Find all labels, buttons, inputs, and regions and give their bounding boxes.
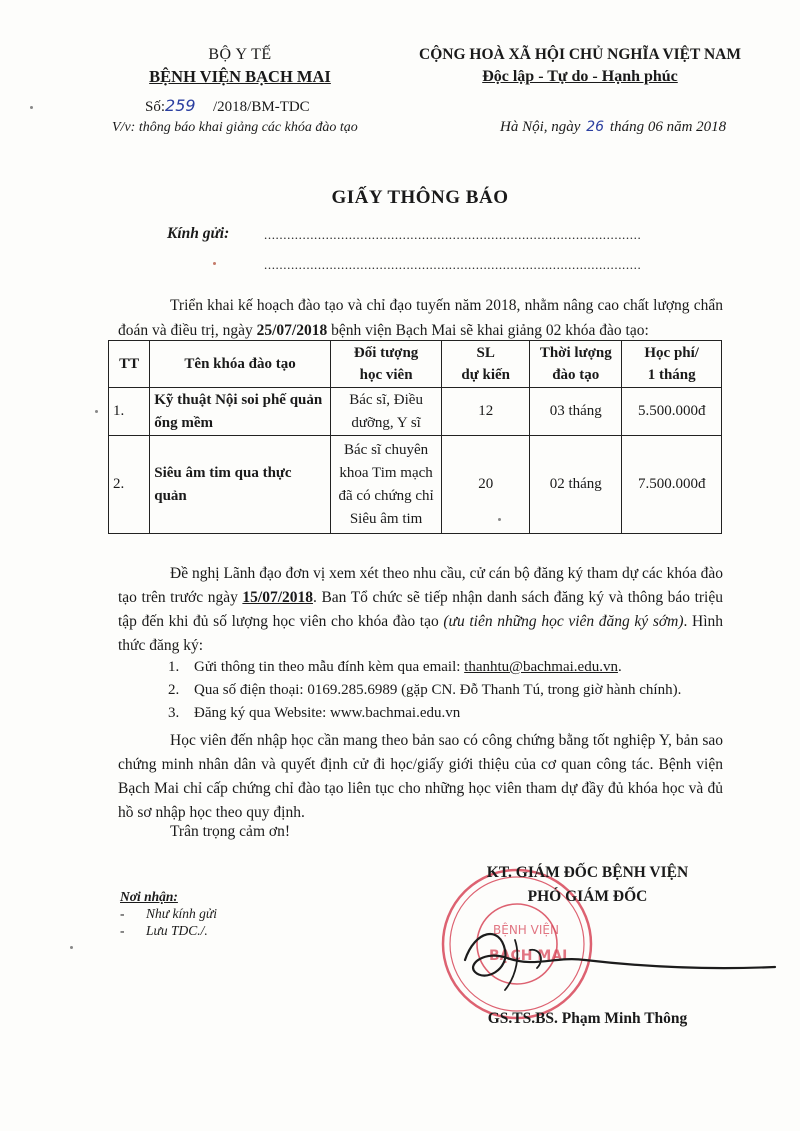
header-target-line1: Đối tượng — [353, 345, 419, 361]
header-duration-line2: đào tạo — [552, 367, 600, 383]
row-duration: 03 tháng — [530, 388, 622, 436]
header-quantity-line1: SL — [476, 345, 495, 361]
header-fee-line2: 1 tháng — [647, 367, 696, 383]
recipient-item: - Lưu TDC./. — [120, 923, 208, 938]
national-header — [385, 44, 775, 88]
registration-methods — [168, 656, 738, 725]
enrollment-paragraph: Học viên đến nhập học cần mang theo bản sao có công chứng bằng tốt nghiệp Y, bản sao chứng minh nhân dân và quyết định cử đi học/giấy giới thiệu của cơ quan công tác. Bệnh viện Bạch Mai chỉ cấp chứng chỉ đào tạo liên tục cho những học viên tham dự đầy đủ khóa học và đủ hồ sơ nhập học theo quy định. — [118, 732, 723, 821]
list-item — [168, 702, 738, 725]
scan-speck — [30, 106, 33, 109]
handwritten-signature — [445, 920, 785, 1010]
row-target: Bác sĩ, Điều dưỡng, Y sĩ — [330, 388, 441, 436]
list-item-end: . — [617, 659, 622, 675]
date-suffix: tháng 06 năm 2018 — [609, 119, 727, 135]
signature-title-2: PHÓ GIÁM ĐỐC — [527, 888, 648, 905]
row-tt: 2. — [109, 436, 150, 534]
recipients-title: Nơi nhận: — [120, 889, 178, 904]
stamp-text-bottom: BẠCH MAI — [489, 948, 568, 964]
table-row — [109, 436, 722, 534]
signer-name: GS.TS.BS. Phạm Minh Thông — [487, 1010, 688, 1027]
registration-deadline: 15/07/2018 — [242, 589, 314, 606]
scan-speck — [70, 946, 73, 949]
priority-note: (ưu tiên những học viên đăng ký sớm) — [443, 613, 684, 630]
header-duration-line1: Thời lượng — [539, 345, 612, 361]
addressee-line-1: .................................................................................................. — [264, 227, 642, 242]
list-item-text: Đăng ký qua Website: www.bachmai.edu.vn — [194, 705, 461, 721]
closing-thanks: Trân trọng cảm ơn! — [170, 823, 290, 840]
header-tt: TT — [109, 341, 150, 388]
course-table — [108, 340, 722, 534]
scan-speck — [95, 410, 98, 413]
addressee-label: Kính gửi: — [167, 225, 230, 242]
table-header-row — [109, 341, 722, 388]
hospital-name: BỆNH VIỆN BẠCH MAI — [149, 67, 331, 86]
row-quantity: 20 — [442, 436, 530, 534]
email-link[interactable]: thanhtu@bachmai.edu.vn — [464, 659, 618, 675]
recipient-item: - Như kính gửi — [120, 906, 217, 921]
nation-name: CỘNG HOÀ XÃ HỘI CHỦ NGHĨA VIỆT NAM — [419, 46, 741, 63]
row-quantity: 12 — [442, 388, 530, 436]
header-target — [330, 341, 441, 388]
date-line — [500, 119, 726, 136]
row-fee: 5.500.000đ — [622, 388, 722, 436]
header-quantity-line2: dự kiến — [461, 367, 511, 383]
list-item-text: Gửi thông tin theo mẫu đính kèm qua email: — [194, 659, 465, 675]
recipient-text: Như kính gửi — [146, 906, 217, 921]
header-quantity — [442, 341, 530, 388]
list-item-text: Qua số điện thoại: 0169.285.6989 (gặp CN. Đỗ Thanh Tú, trong giờ hành chính). — [194, 682, 682, 698]
list-item-number: 3. — [168, 705, 180, 721]
intro-paragraph — [118, 293, 723, 343]
row-duration: 02 tháng — [530, 436, 622, 534]
opening-date: 25/07/2018 — [256, 322, 328, 339]
scan-speck — [213, 262, 216, 265]
request-paragraph — [118, 562, 723, 658]
list-item — [168, 656, 738, 679]
intro-text-start: Triển khai kế hoạch đào tạo và chỉ đạo tuyến năm 2018, nhằm nâng cao chất lượng chẩn đoán và điều trị, ngày — [118, 297, 723, 339]
document-number-suffix: /2018/BM-TDC — [213, 99, 310, 115]
table-row — [109, 388, 722, 436]
scan-speck — [498, 518, 501, 521]
row-fee: 7.500.000đ — [622, 436, 722, 534]
document-number-prefix: Số: — [145, 99, 166, 115]
header-course-name: Tên khóa đào tạo — [150, 341, 331, 388]
row-course-name: Kỹ thuật Nội soi phế quản ống mềm — [150, 388, 331, 436]
header-fee — [622, 341, 722, 388]
intro-text-end: bệnh viện Bạch Mai sẽ khai giảng 02 khóa đào tạo: — [327, 322, 649, 339]
list-item — [168, 679, 738, 702]
ministry-name: BỘ Y TẾ — [208, 46, 272, 63]
document-number — [145, 96, 310, 116]
document-title: GIẤY THÔNG BÁO — [331, 187, 509, 208]
signature-block — [415, 861, 760, 909]
header-fee-line1: Học phí/ — [644, 345, 699, 361]
row-course-name: Siêu âm tim qua thực quản — [150, 436, 331, 534]
request-text-c: . Hình thức đăng ký: — [118, 613, 723, 654]
request-text-a: Đề nghị Lãnh đạo đơn vị xem xét theo nhu cầu, cử cán bộ đăng ký tham dự các khóa đào tạo trên trước ngày — [118, 565, 723, 606]
signature-title-1: KT. GIÁM ĐỐC BỆNH VIỆN — [486, 864, 689, 881]
row-tt: 1. — [109, 388, 150, 436]
header-target-line2: học viên — [359, 367, 413, 383]
stamp-text-top: BỆNH VIỆN — [493, 923, 559, 937]
date-day-handwritten: 26 — [586, 119, 605, 135]
document-subject: V/v: thông báo khai giảng các khóa đào tạo — [112, 120, 358, 135]
recipients-block — [120, 888, 217, 939]
header-duration — [530, 341, 622, 388]
list-item-number: 1. — [168, 659, 180, 675]
row-target: Bác sĩ chuyên khoa Tim mạch đã có chứng chỉ Siêu âm tim — [330, 436, 441, 534]
national-motto: Độc lập - Tự do - Hạnh phúc — [482, 68, 678, 85]
addressee-line-2: .................................................................................................. — [264, 257, 642, 272]
document-number-handwritten: 259 — [165, 96, 196, 115]
request-text-b: . Ban Tổ chức sẽ tiếp nhận danh sách đăng ký và thông báo triệu tập đến khi đủ số lượng học viên cho khóa đào tạo — [118, 589, 723, 630]
issuer-block — [110, 44, 370, 88]
date-prefix: Hà Nội, ngày — [500, 119, 581, 135]
recipient-text: Lưu TDC./. — [146, 923, 208, 938]
list-item-number: 2. — [168, 682, 180, 698]
